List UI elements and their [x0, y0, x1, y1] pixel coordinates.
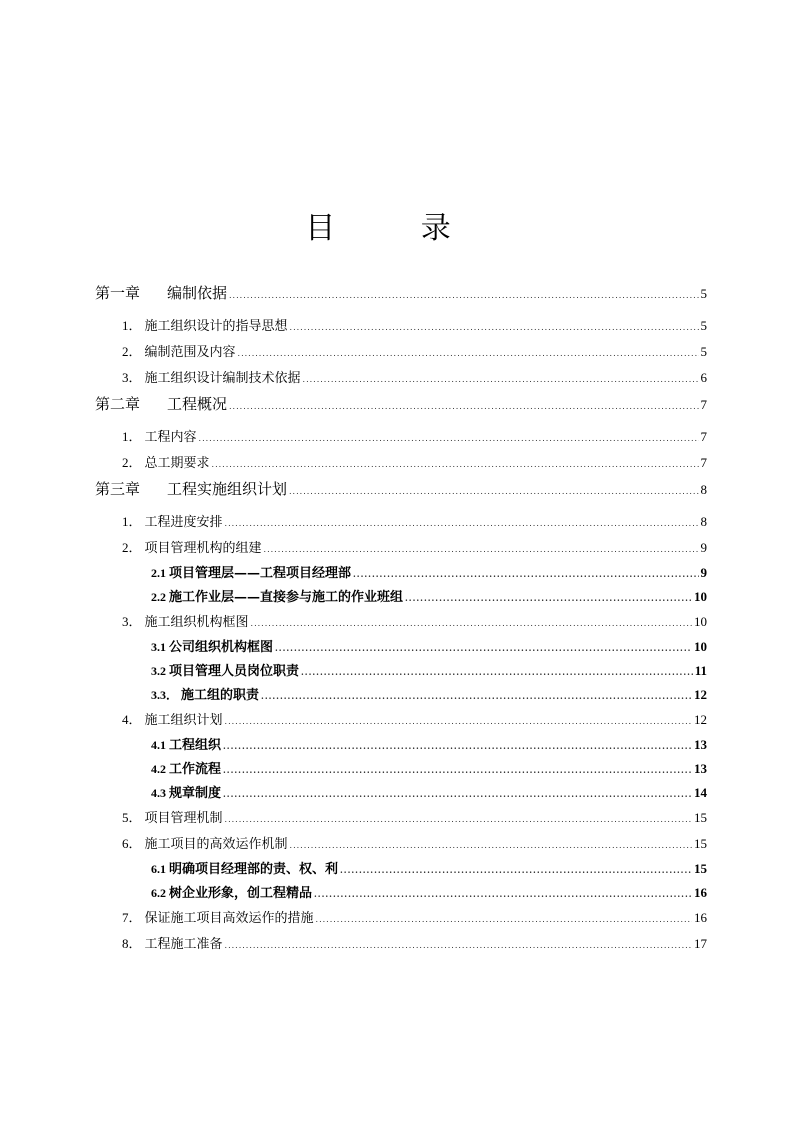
- toc-entry-label: [122, 905, 314, 932]
- page-number: 16: [694, 910, 707, 925]
- section-title: 工程内容: [144, 430, 197, 445]
- toc-entry-label: [122, 365, 301, 392]
- section-number: 2．: [122, 540, 142, 555]
- page-number: 5: [700, 344, 707, 359]
- chapter-number: 第二章: [95, 395, 141, 413]
- toc-subsection-entry[interactable]: [95, 757, 707, 781]
- dot-leader: [261, 684, 692, 708]
- dot-leader: [229, 282, 698, 309]
- toc-entry-label: [95, 391, 227, 418]
- toc-entry-label: [95, 280, 227, 307]
- toc-entry-label: [151, 733, 221, 758]
- toc-section-entry[interactable]: [95, 450, 707, 476]
- toc-section-entry[interactable]: [95, 931, 707, 957]
- toc-chapter-entry[interactable]: [95, 476, 707, 503]
- page-number: 10: [694, 589, 707, 604]
- toc-entry-label: [151, 635, 273, 660]
- toc-entry-label: [122, 609, 249, 636]
- subsection-number: 4.1: [151, 738, 166, 752]
- subsection-title: 明确项目经理部的责、权、利: [169, 862, 339, 877]
- page-number: 8: [700, 482, 707, 497]
- dot-leader: [225, 807, 692, 833]
- section-title: 施工组织机构框图: [144, 615, 249, 630]
- page-number: 14: [694, 785, 707, 800]
- section-title: 总工期要求: [144, 456, 210, 471]
- dot-leader: [238, 341, 699, 367]
- dot-leader: [225, 933, 692, 959]
- table-of-contents: [95, 280, 707, 957]
- dot-leader: [290, 833, 692, 859]
- toc-entry-label: [122, 535, 262, 562]
- toc-subsection-entry[interactable]: [95, 733, 707, 757]
- toc-subsection-entry[interactable]: [95, 683, 707, 707]
- section-number: 1．: [122, 318, 142, 333]
- section-number: 1．: [122, 429, 142, 444]
- toc-subsection-entry[interactable]: [95, 881, 707, 905]
- section-title: 项目管理机制: [144, 811, 223, 826]
- page-number: 5: [700, 286, 707, 301]
- page-number: 9: [700, 540, 707, 555]
- dot-leader: [290, 315, 699, 341]
- dot-leader: [316, 907, 692, 933]
- section-number: 6．: [122, 836, 142, 851]
- chapter-number: 第三章: [95, 480, 141, 498]
- page-number: 15: [694, 836, 707, 851]
- toc-chapter-entry[interactable]: [95, 391, 707, 418]
- toc-entry-label: [151, 881, 312, 906]
- toc-entry-label: [95, 476, 287, 503]
- section-number: 5．: [122, 810, 142, 825]
- page-number: 7: [700, 455, 707, 470]
- toc-subsection-entry[interactable]: [95, 857, 707, 881]
- chapter-title: 工程实施组织计划: [167, 480, 288, 498]
- toc-entry-label: [151, 683, 259, 708]
- subsection-number: 3.2: [151, 664, 166, 678]
- dot-leader: [264, 537, 699, 563]
- toc-section-entry[interactable]: [95, 609, 707, 635]
- subsection-title: 公司组织机构框图: [169, 640, 274, 655]
- toc-entry-label: [122, 831, 288, 858]
- page-number: 15: [694, 810, 707, 825]
- toc-section-entry[interactable]: [95, 313, 707, 339]
- subsection-title: 施工作业层——直接参与施工的作业班组: [169, 590, 404, 605]
- subsection-number: 6.2: [151, 886, 166, 900]
- subsection-number: 4.2: [151, 762, 166, 776]
- dot-leader: [225, 709, 692, 735]
- page-number: 8: [700, 514, 707, 529]
- page-number: 9: [700, 565, 707, 580]
- subsection-number: 2.1: [151, 566, 166, 580]
- section-title: 编制范围及内容: [144, 345, 236, 360]
- dot-leader: [405, 586, 692, 610]
- section-number: 4．: [122, 712, 142, 727]
- chapter-title: 编制依据: [167, 284, 228, 302]
- section-title: 保证施工项目高效运作的措施: [144, 911, 314, 926]
- page-number: 7: [700, 429, 707, 444]
- toc-subsection-entry[interactable]: [95, 781, 707, 805]
- dot-leader: [353, 562, 698, 586]
- subsection-number: 4.3: [151, 786, 166, 800]
- toc-subsection-entry[interactable]: [95, 659, 707, 683]
- subsection-number: 6.1: [151, 862, 166, 876]
- toc-entry-label: [151, 857, 338, 882]
- page-number: 12: [694, 712, 707, 727]
- chapter-title: 工程概况: [167, 395, 228, 413]
- dot-leader: [229, 393, 698, 420]
- toc-section-entry[interactable]: [95, 365, 707, 391]
- dot-leader: [223, 758, 692, 782]
- toc-entry-label: [122, 339, 236, 366]
- toc-section-entry[interactable]: [95, 831, 707, 857]
- page-number: 15: [694, 861, 707, 876]
- toc-entry-label: [122, 707, 223, 734]
- subsection-title: 施工组的职责: [181, 688, 260, 703]
- toc-subsection-entry[interactable]: [95, 561, 707, 585]
- toc-subsection-entry[interactable]: [95, 635, 707, 659]
- toc-entry-label: [151, 585, 403, 610]
- section-number: 2．: [122, 344, 142, 359]
- toc-section-entry[interactable]: [95, 509, 707, 535]
- toc-subsection-entry[interactable]: [95, 585, 707, 609]
- dot-leader: [289, 478, 698, 505]
- page-number: 17: [694, 936, 707, 951]
- toc-entry-label: [122, 509, 223, 536]
- section-number: 3．: [122, 370, 142, 385]
- toc-entry-label: [122, 313, 288, 340]
- subsection-title: 工程组织: [169, 738, 222, 753]
- section-title: 工程施工准备: [144, 937, 223, 952]
- page-number: 16: [694, 885, 707, 900]
- toc-entry-label: [151, 757, 221, 782]
- section-number: 2．: [122, 455, 142, 470]
- toc-section-entry[interactable]: [95, 707, 707, 733]
- page-number: 5: [700, 318, 707, 333]
- dot-leader: [251, 611, 692, 637]
- page-number: 10: [694, 614, 707, 629]
- toc-entry-label: [151, 781, 221, 806]
- page-number: 7: [700, 397, 707, 412]
- subsection-number: 3.1: [151, 640, 166, 654]
- subsection-title: 项目管理人员岗位职责: [169, 664, 300, 679]
- section-title: 工程进度安排: [144, 515, 223, 530]
- chapter-number: 第一章: [95, 284, 141, 302]
- toc-chapter-entry[interactable]: [95, 280, 707, 307]
- section-title: 施工组织计划: [144, 713, 223, 728]
- toc-entry-label: [151, 659, 299, 684]
- section-number: 3．: [122, 614, 142, 629]
- toc-entry-label: [122, 424, 197, 451]
- toc-entry-label: [122, 931, 223, 958]
- dot-leader: [212, 452, 699, 478]
- page-number: 11: [694, 663, 707, 678]
- section-title: 施工组织设计编制技术依据: [144, 371, 301, 386]
- toc-section-entry[interactable]: [95, 905, 707, 931]
- subsection-title: 规章制度: [169, 786, 222, 801]
- page-number: 13: [694, 761, 707, 776]
- subsection-number: 3.3．: [151, 688, 179, 702]
- dot-leader: [225, 511, 699, 537]
- dot-leader: [301, 660, 693, 684]
- toc-entry-label: [122, 805, 223, 832]
- section-number: 8．: [122, 936, 142, 951]
- dot-leader: [314, 882, 692, 906]
- section-title: 施工项目的高效运作机制: [144, 837, 288, 852]
- subsection-title: 项目管理层——工程项目经理部: [169, 566, 352, 581]
- section-title: 施工组织设计的指导思想: [144, 319, 288, 334]
- dot-leader: [223, 734, 692, 758]
- toc-section-entry[interactable]: [95, 339, 707, 365]
- toc-section-entry[interactable]: [95, 535, 707, 561]
- dot-leader: [223, 782, 692, 806]
- subsection-title: 工作流程: [169, 762, 222, 777]
- page-number: 12: [694, 687, 707, 702]
- dot-leader: [275, 636, 692, 660]
- dot-leader: [303, 367, 699, 393]
- section-number: 1．: [122, 514, 142, 529]
- toc-section-entry[interactable]: [95, 805, 707, 831]
- toc-section-entry[interactable]: [95, 424, 707, 450]
- page-title: 目 录: [305, 211, 489, 246]
- subsection-number: 2.2: [151, 590, 166, 604]
- page-number: 6: [700, 370, 707, 385]
- toc-entry-label: [151, 561, 351, 586]
- section-number: 7．: [122, 910, 142, 925]
- subsection-title: 树企业形象，创工程精品: [169, 886, 313, 901]
- dot-leader: [199, 426, 699, 452]
- page-number: 10: [694, 639, 707, 654]
- dot-leader: [340, 858, 692, 882]
- page-number: 13: [694, 737, 707, 752]
- section-title: 项目管理机构的组建: [144, 541, 262, 556]
- toc-entry-label: [122, 450, 210, 477]
